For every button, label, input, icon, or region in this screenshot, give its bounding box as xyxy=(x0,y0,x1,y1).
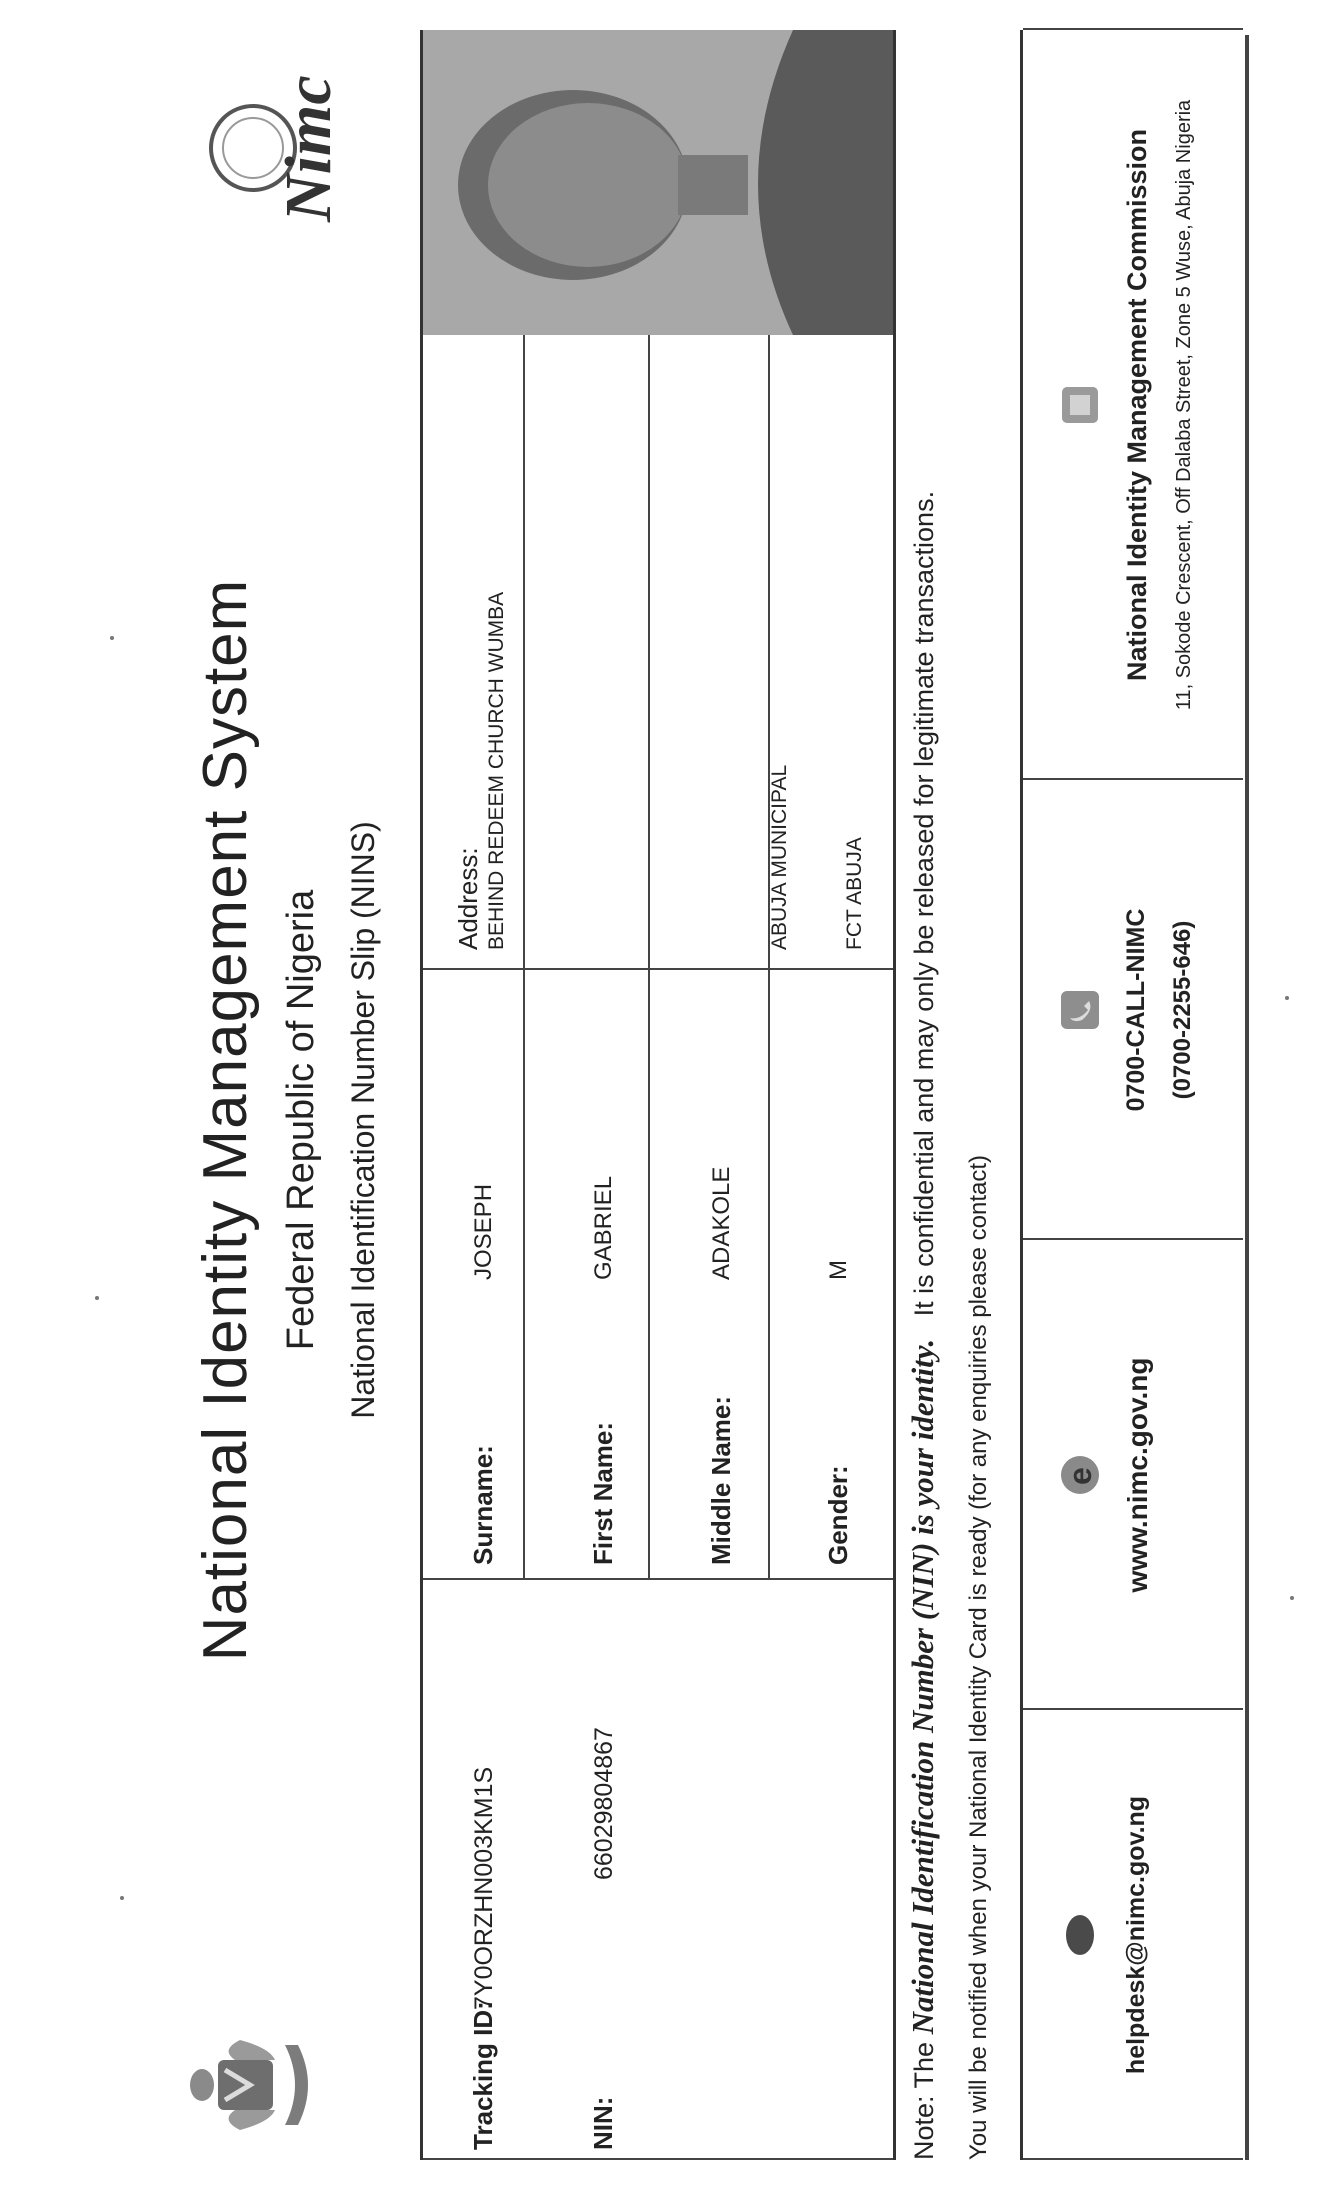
note-emphasis: National Identification Number (NIN) is your identity. xyxy=(905,1338,940,2035)
address-line-2: ABUJA MUNICIPAL xyxy=(768,764,791,950)
slip-title: National Identification Number Slip (NINS) xyxy=(345,821,381,1419)
address-line-3: FCT ABUJA xyxy=(843,837,866,950)
tracking-id-value: 7Y0ORZHN003KM1S xyxy=(470,1766,498,2010)
email-contact xyxy=(1023,1710,1243,2160)
notification-note: You will be notified when your National Identity Card is ready (for any enquiries please contact) xyxy=(965,1155,992,2160)
page-title: National Identity Management System xyxy=(191,578,260,1662)
middle-name-value: ADAKOLE xyxy=(708,1166,735,1280)
organization-address: 11, Sokode Crescent, Off Dalaba Street, Zone 5 Wuse, Abuja Nigeria xyxy=(1173,99,1195,711)
phone-digits: (0700-2255-646) xyxy=(1169,920,1196,1100)
surname-label: Surname: xyxy=(468,1445,498,1565)
gender-value: M xyxy=(825,1260,852,1280)
note-suffix: It is confidential and may only be released for legitimate transactions. xyxy=(909,490,939,1317)
phone-icon xyxy=(1058,988,1102,1032)
organization-name: National Identity Management Commission xyxy=(1122,128,1152,682)
gender-label: Gender: xyxy=(823,1465,853,1565)
first-name-label: First Name: xyxy=(588,1421,618,1565)
address-label: Address: xyxy=(453,847,483,950)
email-address: helpdesk@nimc.gov.ng xyxy=(1122,1795,1150,2075)
office-icon xyxy=(1058,383,1102,427)
middle-name-label: Middle Name: xyxy=(706,1395,736,1565)
holder-photo xyxy=(423,30,893,335)
phone-contact xyxy=(1023,780,1243,1240)
website-contact xyxy=(1023,1240,1243,1710)
email-icon xyxy=(1058,1913,1102,1957)
website-url: www.nimc.gov.ng xyxy=(1122,1357,1153,1593)
nin-value: 66029804867 xyxy=(590,1727,618,1880)
tracking-id-label: Tracking ID: xyxy=(468,2001,498,2150)
surname-value: JOSEPH xyxy=(470,1183,497,1280)
address-line-1: BEHIND REDEEM CHURCH WUMBA xyxy=(485,591,508,950)
page-subtitle: Federal Republic of Nigeria xyxy=(280,889,322,1351)
nimc-logo-icon xyxy=(195,70,355,240)
svg-text:e: e xyxy=(1062,1467,1098,1485)
confidentiality-note xyxy=(905,491,941,2160)
nimc-logo-text: Nimc xyxy=(272,75,345,222)
nin-label: NIN: xyxy=(588,2096,618,2150)
coat-of-arms-icon xyxy=(180,2030,320,2140)
office-contact xyxy=(1023,30,1243,780)
phone-number: 0700-CALL-NIMC xyxy=(1122,908,1150,1112)
bottom-rule xyxy=(1245,35,1249,2160)
browser-icon xyxy=(1058,1453,1102,1497)
note-prefix: Note: The xyxy=(909,2041,939,2160)
contact-footer xyxy=(1020,30,1243,2160)
first-name-value: GABRIEL xyxy=(590,1175,617,1280)
identity-record-table xyxy=(420,30,896,2160)
